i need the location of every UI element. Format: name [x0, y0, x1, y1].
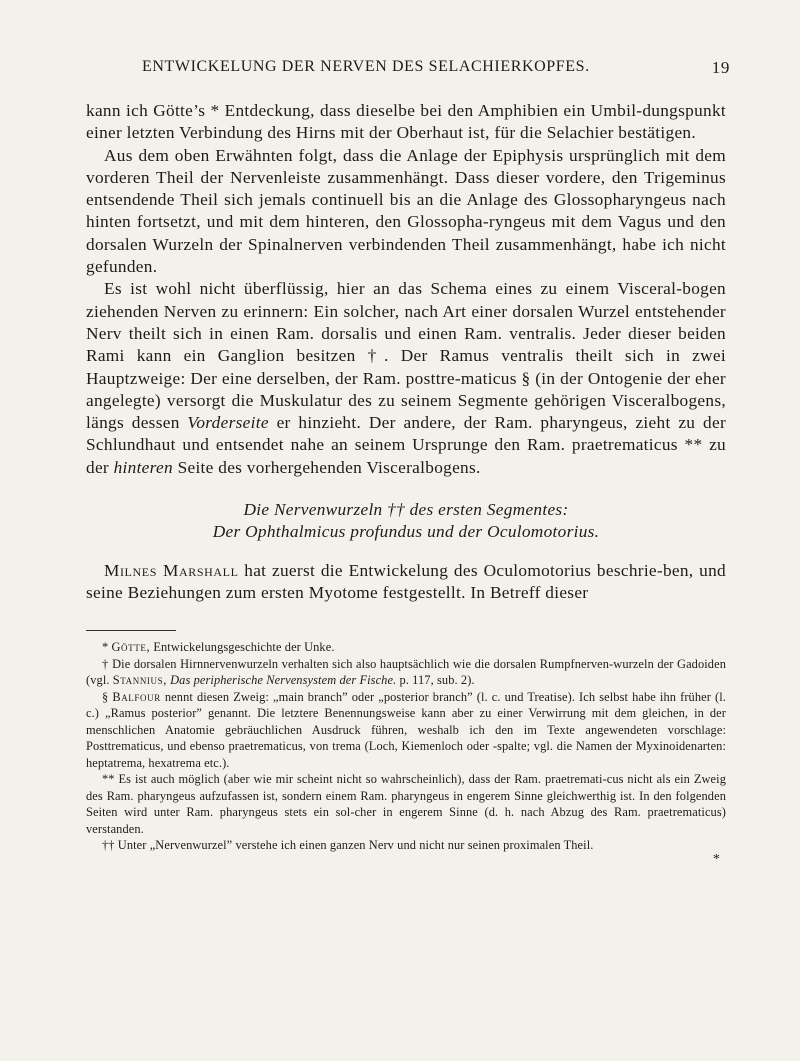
author-name: Milnes Marshall: [104, 560, 239, 580]
main-text: [86, 100, 726, 604]
page-number: 19: [711, 58, 730, 77]
running-header: [86, 58, 730, 88]
footnote-2-author: Stannius,: [112, 673, 167, 688]
footnote-3-text: nennt diesen Zweig: „main branch” oder „posterior branch” (l. c. und Treatise). Ich selbst habe ihn früher (l. c.) „Ramus posterior” genannt. Die letztere Benennungsweise kann aber zu einer Verwirrung mit dem gleichen, in der menschlichen Anatomie gebräuchlichen Ausdruck führen, weshalb ich den im Texte angewendeten vorschlage: Posttrematicus, und ebenso praetrematicus, von trema (Loch, Kiemenloch oder -spalte; vgl. die Namen der Myxinoidenarten: heptatrema, hexatrema etc.).: [86, 689, 726, 770]
paragraph-4-text: hat zuerst die Entwickelung des Oculomotorius beschrie-ben, und seine Beziehungen zum ersten Myotome festgestellt. In Betreff dieser: [86, 560, 726, 602]
footnote-2-text-a: † Die dorsalen Hirnnervenwurzeln verhalten sich also hauptsächlich wie die dorsalen Rumpfnerven-wurzeln der Gadoiden (vgl.: [86, 656, 726, 688]
footnote-divider: [86, 630, 176, 631]
paragraph-3-text-a: Es ist wohl nicht überflüssig, hier an das Schema eines zu einem Visceral-bogen ziehenden Nerven zu erinnern: Ein solcher, nach Art einer dorsalen Wurzel entstehender Nerv theilt sich in einen Ram. dorsalis und einen Ram. ventralis. Jeder dieser beiden Rami kann ein Ganglion besitzen †. Der Ramus ventralis theilt sich in zwei Hauptzweige: Der eine derselben, der Ram. posttre-maticus § (in der Ontogenie der eher angelegte) versorgt die Muskulatur des zu seinem Segmente gehörigen Visceralbogens, längs dessen: [86, 279, 726, 433]
footnote-5: †† Unter „Nervenwurzel” verstehe ich einen ganzen Nerv und nicht nur seinen proximalen Theil.: [102, 838, 594, 853]
footnote-3: [86, 689, 726, 772]
footnote-1-text: Entwickelungsgeschichte der Unke.: [150, 640, 335, 655]
footnote-1-mark: *: [102, 640, 109, 655]
paragraph-3-text-b: er hinzieht. Der andere, der Ram. pharyngeus, zieht zu der Schlundhaut und entsendet nahe an seinem Ursprunge den Ram. praetrematicus ** zu der: [86, 413, 726, 477]
footnote-2-title: Das peripherische Nervensystem der Fische.: [166, 673, 397, 688]
footnote-4: ** Es ist auch möglich (aber wie mir scheint nicht so wahrscheinlich), dass der Ram. praetremati-cus nicht als ein Zweig des Ram. pharyngeus aufzufassen ist, sondern einem Ram. pharyngeus in engerem Sinne gleichwerthig ist. In den folgenden Seiten wird unter Ram. pharyngeus stets ein sol-cher in engerem Sinne (d. h. nach Abzug des Ram. praetrematicus) verstanden.: [86, 772, 726, 836]
signature-mark: *: [712, 851, 720, 867]
paragraph-3-italic-a: Vorderseite: [187, 413, 269, 433]
section-heading: [86, 499, 726, 544]
paragraph-2: Aus dem oben Erwähnten folgt, dass die Anlage der Epiphysis ursprünglich mit dem vorderen Theil der Nervenleiste zusammenhängt. Dass dieser vordere, den Trigeminus entsendende Theil sich jemals continuell bis an die Anlage des Glossopharyngeus nach hinten fortsetzt, und mit dem hinteren, den Glossopha-ryngeus mit dem Vagus und den dorsalen Wurzeln der Spinalnerven verbindenden Theil zusammenhängt, habe ich nicht gefunden.: [86, 145, 726, 277]
paragraph-3-italic-b: hinteren: [113, 457, 173, 477]
footnote-1-author: Götte,: [111, 640, 151, 655]
running-title: ENTWICKELUNG DER NERVEN DES SELACHIERKOPFES.: [142, 58, 590, 75]
book-page: [86, 58, 730, 868]
paragraph-3: [86, 278, 726, 479]
footnotes: [86, 639, 726, 868]
footnote-1: [86, 639, 726, 656]
footnote-2-text-b: p. 117, sub. 2).: [396, 673, 475, 688]
section-heading-line-2: Der Ophthalmicus profundus und der Oculomotorius.: [212, 522, 600, 542]
paragraph-3-text-c: Seite des vorhergehenden Visceralbogens.: [172, 457, 481, 477]
footnote-3-author: Balfour: [112, 689, 161, 704]
footnote-2: [86, 656, 726, 689]
footnote-3-mark: §: [102, 689, 113, 704]
paragraph-1: kann ich Götte’s * Entdeckung, dass dieselbe bei den Amphibien ein Umbil-dungspunkt einer letzten Verbindung des Hirns mit der Oberhaut ist, für die Selachier bestätigen.: [86, 101, 726, 143]
section-heading-line-1: Die Nervenwurzeln †† des ersten Segmentes:: [243, 500, 569, 520]
paragraph-4: [86, 560, 726, 605]
